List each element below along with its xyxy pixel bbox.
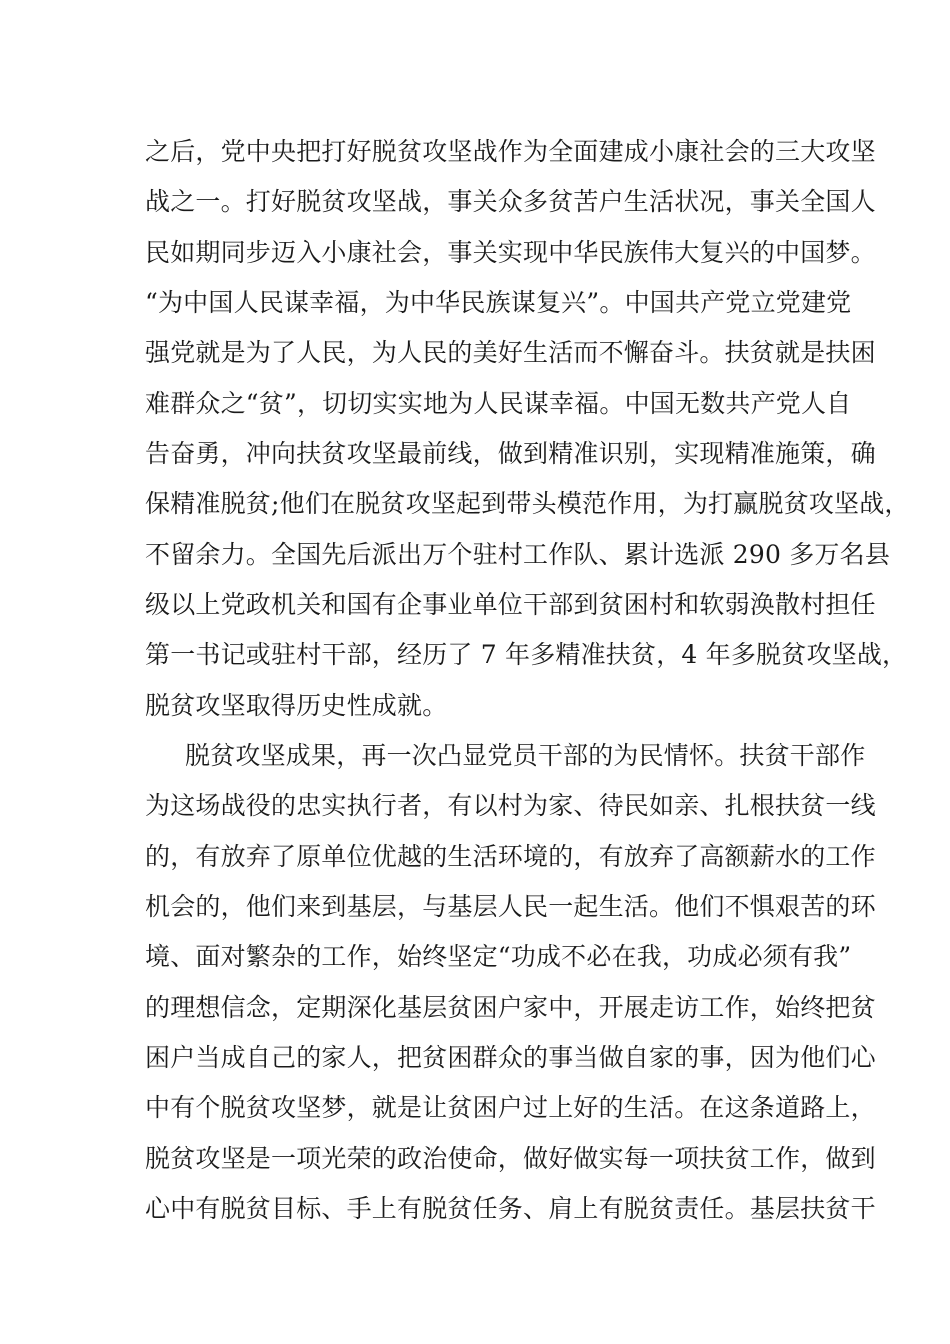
text-line: 机会的，他们来到基层，与基层人民一起生活。他们不惧艰苦的环 xyxy=(145,892,876,921)
text-line: 的理想信念，定期深化基层贫困户家中，开展走访工作，始终把贫 xyxy=(145,993,876,1022)
text-line: 为这场战役的忠实执行者，有以村为家、待民如亲、扎根扶贫一线 xyxy=(145,791,876,820)
text-line: 难群众之“贫”，切切实实地为人民谋幸福。中国无数共产党人自 xyxy=(145,389,852,418)
text-line: 困户当成自己的家人，把贫困群众的事当做自家的事，因为他们心 xyxy=(145,1043,876,1072)
text-line: 保精准脱贫;他们在脱贫攻坚起到带头模范作用，为打赢脱贫攻坚战， xyxy=(145,489,910,518)
text-line: 不留余力。全国先后派出万个驻村工作队、累计选派 290 多万名县 xyxy=(145,540,891,569)
text-line: 中有个脱贫攻坚梦，就是让贫困户过上好的生活。在这条道路上， xyxy=(145,1093,876,1122)
text-line: 境、面对繁杂的工作，始终坚定“功成不必在我，功成必须有我” xyxy=(145,942,852,971)
text-line: 之后，党中央把打好脱贫攻坚战作为全面建成小康社会的三大攻坚 xyxy=(145,137,876,166)
text-line: 强党就是为了人民，为人民的美好生活而不懈奋斗。扶贫就是扶困 xyxy=(145,338,876,367)
paragraph-first-line: 脱贫攻坚成果，再一次凸显党员干部的为民情怀。扶贫干部作 xyxy=(185,741,866,770)
text-line: 心中有脱贫目标、手上有脱贫任务、肩上有脱贫责任。基层扶贫干 xyxy=(145,1194,876,1223)
text-line: “为中国人民谋幸福，为中华民族谋复兴”。中国共产党立党建党 xyxy=(145,288,852,317)
text-line: 脱贫攻坚取得历史性成就。 xyxy=(145,691,448,720)
text-line: 战之一。打好脱贫攻坚战，事关众多贫苦户生活状况，事关全国人 xyxy=(145,187,876,216)
text-line: 民如期同步迈入小康社会，事关实现中华民族伟大复兴的中国梦。 xyxy=(145,238,876,267)
text-line: 的，有放弃了原单位优越的生活环境的，有放弃了高额薪水的工作 xyxy=(145,842,876,871)
text-line: 告奋勇，冲向扶贫攻坚最前线，做到精准识别，实现精准施策，确 xyxy=(145,439,876,468)
text-line: 脱贫攻坚是一项光荣的政治使命，做好做实每一项扶贫工作，做到 xyxy=(145,1144,876,1173)
text-line: 第一书记或驻村干部，经历了 7 年多精准扶贫，4 年多脱贫攻坚战， xyxy=(145,640,908,669)
text-line: 级以上党政机关和国有企事业单位干部到贫困村和软弱涣散村担任 xyxy=(145,590,876,619)
